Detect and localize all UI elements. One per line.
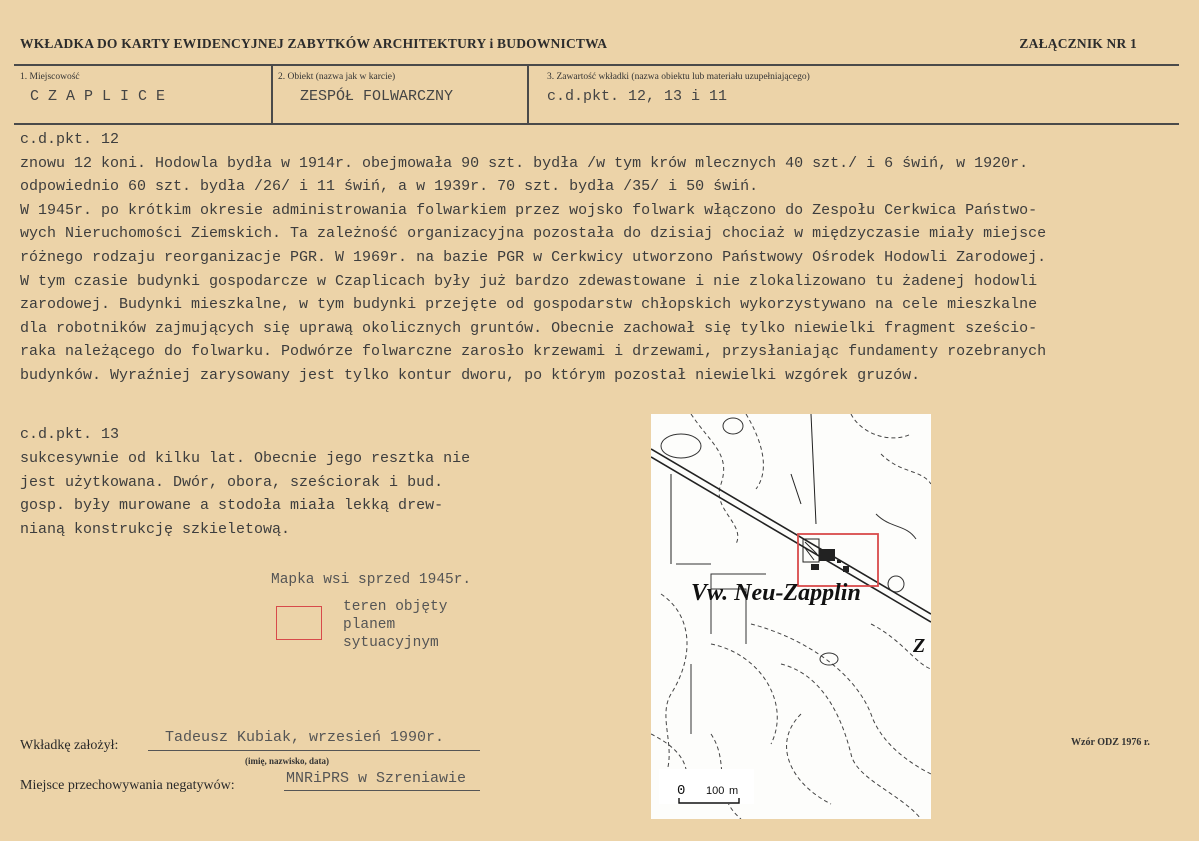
object-value: ZESPÓŁ FOLWARCZNY bbox=[300, 88, 454, 105]
author-value: Tadeusz Kubiak, wrzesień 1990r. bbox=[165, 729, 445, 746]
text-line: sukcesywnie od kilku lat. Obecnie jego resztka nie bbox=[20, 449, 471, 467]
map-edge-letter: Z bbox=[913, 635, 926, 657]
text-line: c.d.pkt. 13 bbox=[20, 426, 120, 443]
map-scale-zero: 0 bbox=[677, 783, 686, 799]
fields-divider-1 bbox=[271, 66, 273, 124]
attachment-number: ZAŁĄCZNIK NR 1 bbox=[1019, 36, 1137, 51]
village-map bbox=[651, 414, 931, 819]
text-line: c.d.pkt. 12 bbox=[20, 131, 120, 148]
storage-label: Miejsce przechowywania negatywów: bbox=[20, 778, 235, 793]
fields-divider-2 bbox=[527, 66, 529, 124]
legend-line: sytuacyjnym bbox=[343, 635, 439, 651]
card-title: WKŁADKA DO KARTY EWIDENCYJNEJ ZABYTKÓW ARCHITEKTURY i BUDOWNICTWA bbox=[20, 36, 608, 51]
form-number: Wzór ODZ 1976 r. bbox=[1071, 737, 1150, 748]
storage-value: MNRiPRS w Szreniawie bbox=[286, 770, 467, 787]
legend-red-box bbox=[276, 606, 322, 640]
text-line: znowu 12 koni. Hodowla bydła w 1914r. obejmowała 90 szt. bydła /w tym krów mlecznych 40 szt./ i 6 świń, w 1920r. bbox=[20, 154, 1029, 172]
legend-line: planem bbox=[343, 617, 396, 633]
legend-text bbox=[343, 598, 447, 652]
map-scale-unit: m bbox=[729, 785, 739, 797]
fields-bottom-rule bbox=[14, 123, 1179, 125]
header-top-rule bbox=[14, 64, 1179, 66]
text-line: wych Nieruchomości Ziemskich. Ta zależność organizacyjna pozostała do dzisiaj chociaż w międzyczasie miały miejsce bbox=[20, 225, 1047, 243]
text-line: jest użytkowana. Dwór, obora, sześciorak i bud. bbox=[20, 473, 444, 491]
locality-value: CZAPLICE bbox=[30, 88, 175, 105]
legend-title: Mapka wsi sprzed 1945r. bbox=[271, 572, 472, 588]
text-line: dla robotników zajmujących się uprawą okolicznych gruntów. Obecnie zachował się tylko niewielki fragment sześcio- bbox=[20, 319, 1038, 337]
text-line: W 1945r. po krótkim okresie administrowania folwarkiem przez wojsko folwark włączono do Zespołu Cerkwica Państwo- bbox=[20, 201, 1038, 219]
object-label: 2. Obiekt (nazwa jak w karcie) bbox=[278, 72, 396, 82]
storage-underline bbox=[284, 790, 480, 791]
text-line: zarodowej. Budynki mieszkalne, w tym budynki przejęte od gospodarstw chłopskich wykorzystywano na cele mieszkalne bbox=[20, 296, 1038, 314]
locality-label: 1. Miejscowość bbox=[20, 72, 80, 82]
author-underline bbox=[148, 750, 480, 751]
content-label: 3. Zawartość wkładki (nazwa obiektu lub materiału uzupełniającego) bbox=[547, 72, 810, 82]
author-sub-label: (imię, nazwisko, data) bbox=[245, 756, 329, 766]
text-line: gosp. były murowane a stodoła miała lekką drew- bbox=[20, 497, 444, 515]
map-drawing bbox=[651, 414, 931, 819]
content-value: c.d.pkt. 12, 13 i 11 bbox=[547, 88, 728, 105]
map-scale-value: 100 bbox=[706, 785, 725, 797]
author-label: Wkładkę założył: bbox=[20, 738, 119, 753]
text-line: raka należącego do folwarku. Podwórze folwarczne zarosło krzewami i drzewami, przysłaniając fundamenty rozebranych bbox=[20, 343, 1047, 361]
legend-line: teren objęty bbox=[343, 599, 448, 615]
section-13-text bbox=[20, 423, 470, 542]
text-line: odpowiednio 60 szt. bydła /26/ i 11 świń, a w 1939r. 70 szt. bydła /35/ i 50 świń. bbox=[20, 178, 759, 196]
text-line: różnego rodzaju reorganizacje PGR. W 1969r. na bazie PGR w Cerkwicy utworzono Państwowy Ośrodek Hodowli Zarodowej. bbox=[20, 248, 1047, 266]
text-line: nianą konstrukcję szkieletową. bbox=[20, 521, 291, 539]
map-place-label: Vw. Neu-Zapplin bbox=[691, 580, 861, 606]
text-line: budynków. Wyraźniej zarysowany jest tylko kontur dworu, po którym pozostał niewielki wzgórek gruzów. bbox=[20, 366, 921, 384]
main-text bbox=[20, 128, 1180, 388]
text-line: W tym czasie budynki gospodarcze w Czaplicach były już bardzo zdewastowane i nie zlokalizowano tu żadenej hodowli bbox=[20, 272, 1038, 290]
